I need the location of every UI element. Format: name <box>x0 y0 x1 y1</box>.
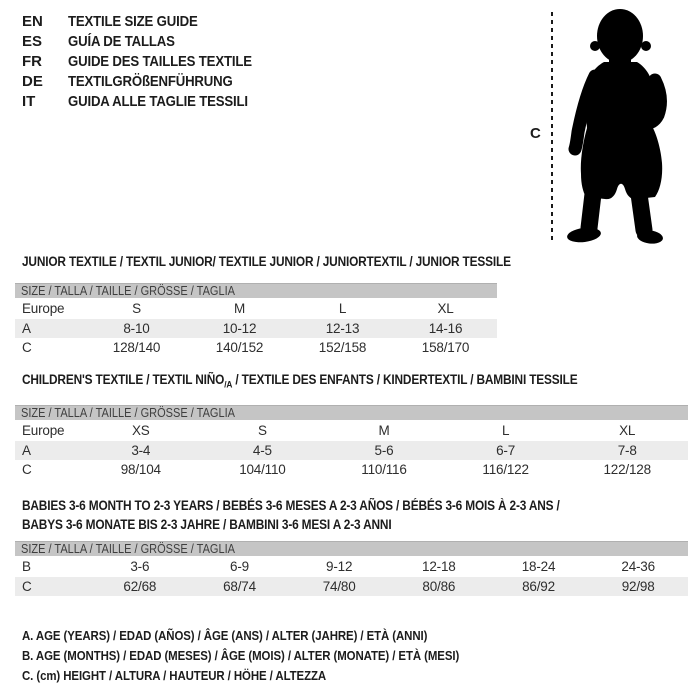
height-cell: 158/170 <box>421 340 470 355</box>
row-label: Europe <box>22 423 65 438</box>
junior-section-heading: JUNIOR TEXTILE / TEXTIL JUNIOR/ TEXTILE JUNIOR / JUNIORTEXTIL / JUNIOR TESSILE <box>22 254 511 269</box>
height-cell: 98/104 <box>120 462 161 477</box>
height-cell: 116/122 <box>482 462 529 477</box>
size-header-band <box>15 541 688 556</box>
language-row-es <box>22 32 277 52</box>
toddler-silhouette <box>559 8 669 244</box>
height-cell: 122/128 <box>603 462 651 477</box>
height-cell: 140/152 <box>215 340 264 355</box>
language-code: IT <box>22 93 36 110</box>
height-cell: 152/158 <box>318 340 367 355</box>
table-row-europe <box>15 420 688 441</box>
children-heading-post: / TEXTILE DES ENFANTS / KINDERTEXTIL / BAMBINI TESSILE <box>232 372 578 387</box>
table-row-height <box>15 460 688 479</box>
footnote-b: B. AGE (MONTHS) / EDAD (MESES) / ÂGE (MOIS) / ALTER (MONATE) / ETÀ (MESI) <box>22 648 460 663</box>
size-header-text: SIZE / TALLA / TAILLE / GRÖSSE / TAGLIA <box>21 406 235 420</box>
months-cell: 12-18 <box>422 559 456 574</box>
table-row-age <box>15 441 688 460</box>
table-row-europe <box>15 298 497 319</box>
months-cell: 18-24 <box>521 559 556 574</box>
size-cell: XL <box>437 301 454 316</box>
row-label: B <box>22 559 31 574</box>
children-size-table <box>15 405 688 479</box>
babies-section-heading-line1: BABIES 3-6 MONTH TO 2-3 YEARS / BEBÉS 3-6 MESES A 2-3 AÑOS / BÉBÉS 3-6 MOIS À 2-3 ANS / <box>22 498 560 513</box>
row-label: C <box>22 579 32 594</box>
babies-size-table <box>15 541 688 596</box>
height-cell: 110/116 <box>361 462 407 477</box>
babies-section-heading-line2: BABYS 3-6 MONATE BIS 2-3 JAHRE / BAMBINI 3-6 MESI A 2-3 ANNI <box>22 517 392 532</box>
height-cell: 62/68 <box>123 579 157 594</box>
size-cell: XL <box>619 423 636 438</box>
months-cell: 6-9 <box>230 559 249 574</box>
height-cell: 104/110 <box>239 462 286 477</box>
size-cell: XS <box>131 423 150 438</box>
language-title: TEXTILGRÖßENFÜHRUNG <box>68 73 233 90</box>
language-title: TEXTILE SIZE GUIDE <box>68 13 198 30</box>
language-row-de <box>22 72 277 92</box>
language-title: GUIDE DES TAILLES TEXTILE <box>68 53 252 70</box>
table-row-height <box>15 338 497 357</box>
size-cell: M <box>378 423 390 438</box>
language-row-fr <box>22 52 277 72</box>
months-cell: 3-6 <box>130 559 150 574</box>
height-cell: 74/80 <box>322 579 356 594</box>
junior-size-table <box>15 283 497 357</box>
legend-footnotes <box>22 626 519 686</box>
table-row-months <box>15 556 688 577</box>
language-title: GUÍA DE TALLAS <box>68 33 175 50</box>
row-label: C <box>22 462 32 477</box>
height-cell: 80/86 <box>422 579 456 594</box>
height-cell: 86/92 <box>522 579 555 594</box>
language-code: EN <box>22 13 43 30</box>
age-cell: 10-12 <box>222 321 257 336</box>
age-cell: 3-4 <box>131 443 151 458</box>
age-cell: 5-6 <box>374 443 394 458</box>
height-cell: 128/140 <box>112 340 161 355</box>
height-measure-dashed-line <box>551 12 553 242</box>
months-cell: 9-12 <box>326 559 353 574</box>
height-cell: 92/98 <box>621 579 655 594</box>
language-code: ES <box>22 33 43 50</box>
size-header-band <box>15 283 497 298</box>
size-header-text: SIZE / TALLA / TAILLE / GRÖSSE / TAGLIA <box>21 542 235 556</box>
size-cell: L <box>501 423 510 438</box>
footnote-c: C. (cm) HEIGHT / ALTURA / HAUTEUR / HÖHE / ALTEZZA <box>22 668 327 683</box>
children-section-heading <box>22 372 577 391</box>
language-row-it <box>22 92 277 112</box>
row-label: A <box>22 443 31 458</box>
age-cell: 8-10 <box>123 321 150 336</box>
row-label: C <box>22 340 32 355</box>
row-label: Europe <box>22 301 65 316</box>
age-cell: 6-7 <box>496 443 516 458</box>
language-code: FR <box>22 53 42 70</box>
height-cell: 68/74 <box>223 579 256 594</box>
size-cell: M <box>233 301 246 316</box>
size-cell: S <box>257 423 267 438</box>
size-cell: L <box>338 301 347 316</box>
children-heading-subscript: /A <box>224 379 233 391</box>
size-header-text: SIZE / TALLA / TAILLE / GRÖSSE / TAGLIA <box>21 284 235 298</box>
row-label: A <box>22 321 31 336</box>
children-heading-pre: CHILDREN'S TEXTILE / TEXTIL NIÑO <box>22 372 225 387</box>
language-row-en <box>22 12 277 32</box>
size-cell: S <box>132 301 141 316</box>
age-cell: 4-5 <box>252 443 272 458</box>
language-title-list <box>22 12 277 112</box>
language-code: DE <box>22 73 43 90</box>
size-header-band <box>15 405 688 420</box>
age-cell: 7-8 <box>617 443 637 458</box>
table-row-height <box>15 577 688 596</box>
table-row-age <box>15 319 497 338</box>
height-measure-label: C <box>530 125 541 142</box>
footnote-a: A. AGE (YEARS) / EDAD (AÑOS) / ÂGE (ANS) / ALTER (JAHRE) / ETÀ (ANNI) <box>22 628 428 643</box>
age-cell: 14-16 <box>428 321 463 336</box>
language-title: GUIDA ALLE TAGLIE TESSILI <box>68 93 248 110</box>
months-cell: 24-36 <box>621 559 655 574</box>
age-cell: 12-13 <box>325 321 360 336</box>
